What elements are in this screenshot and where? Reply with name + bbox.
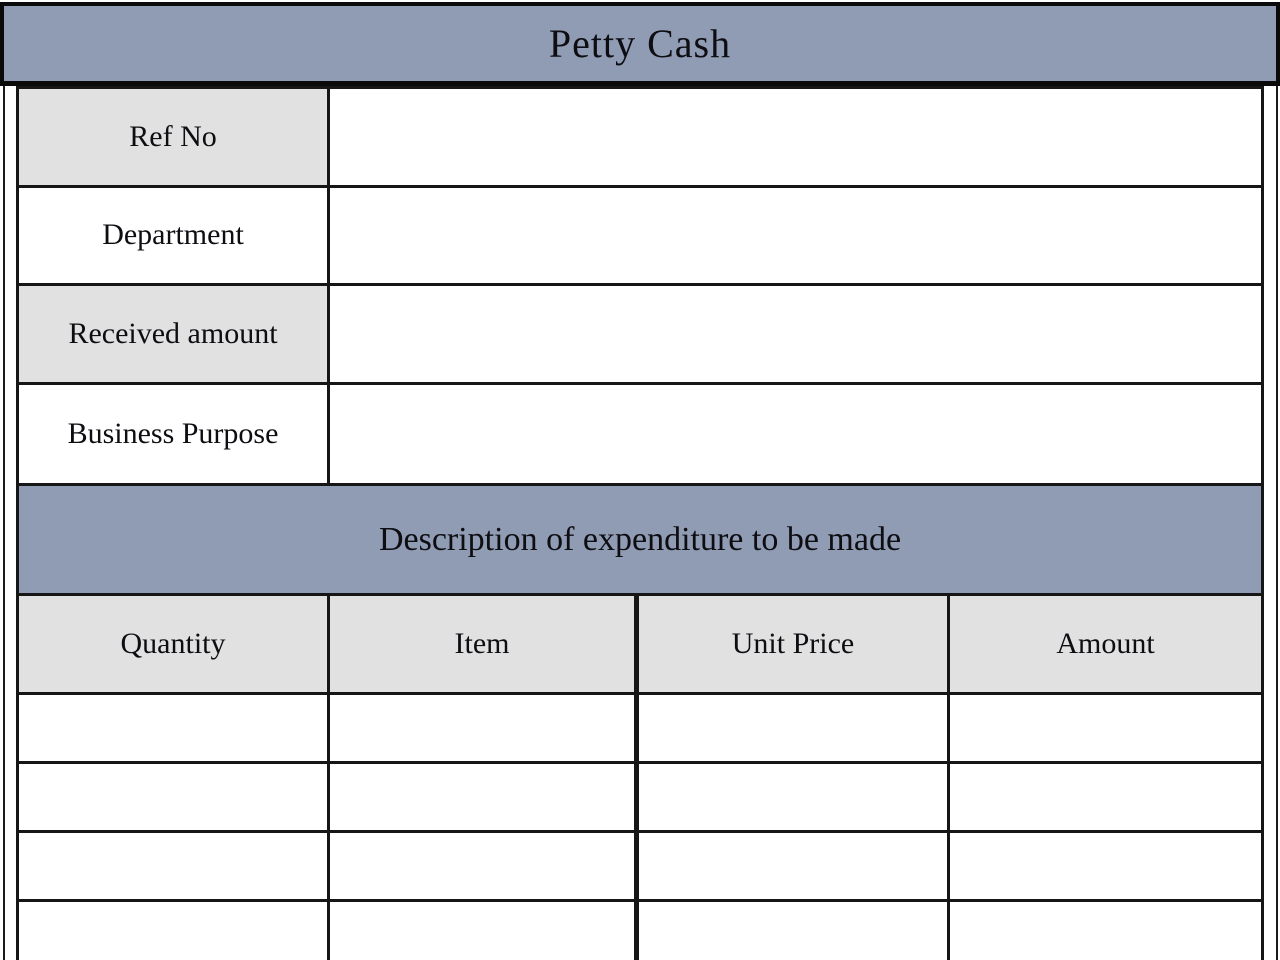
column-header-unit-price: Unit Price bbox=[639, 596, 950, 695]
form-body bbox=[16, 86, 1264, 960]
table-cell-amount[interactable] bbox=[950, 695, 1261, 764]
table-cell-quantity[interactable] bbox=[19, 833, 330, 902]
table-cell-unit-price[interactable] bbox=[639, 902, 950, 960]
section-header bbox=[16, 486, 1264, 596]
table-cell-item[interactable] bbox=[330, 695, 639, 764]
table-cell-quantity[interactable] bbox=[19, 764, 330, 833]
table-cell-item[interactable] bbox=[330, 764, 639, 833]
column-header-quantity: Quantity bbox=[19, 596, 330, 695]
field-business-purpose-label: Business Purpose bbox=[19, 385, 330, 484]
column-header-item: Item bbox=[330, 596, 639, 695]
field-received-amount-input[interactable] bbox=[330, 286, 1261, 385]
page-edge-left bbox=[3, 86, 5, 960]
form-title: Petty Cash bbox=[548, 21, 732, 66]
expense-table bbox=[16, 596, 1264, 960]
table-cell-amount[interactable] bbox=[950, 833, 1261, 902]
field-business-purpose-input[interactable] bbox=[330, 385, 1261, 484]
page-edge-right bbox=[1276, 86, 1278, 960]
table-cell-quantity[interactable] bbox=[19, 695, 330, 764]
table-cell-unit-price[interactable] bbox=[639, 764, 950, 833]
field-ref-no-label: Ref No bbox=[19, 89, 330, 188]
table-cell-item[interactable] bbox=[330, 833, 639, 902]
column-header-amount: Amount bbox=[950, 596, 1261, 695]
field-ref-no-input[interactable] bbox=[330, 89, 1261, 188]
table-cell-unit-price[interactable] bbox=[639, 833, 950, 902]
table-cell-amount[interactable] bbox=[950, 764, 1261, 833]
table-cell-quantity[interactable] bbox=[19, 902, 330, 960]
form-title-bar bbox=[0, 2, 1280, 86]
field-received-amount-label: Received amount bbox=[19, 286, 330, 385]
table-cell-amount[interactable] bbox=[950, 902, 1261, 960]
table-cell-item[interactable] bbox=[330, 902, 639, 960]
field-department-label: Department bbox=[19, 188, 330, 287]
field-department-input[interactable] bbox=[330, 188, 1261, 287]
section-title: Description of expenditure to be made bbox=[378, 520, 902, 558]
table-cell-unit-price[interactable] bbox=[639, 695, 950, 764]
header-fields-table bbox=[16, 86, 1264, 486]
